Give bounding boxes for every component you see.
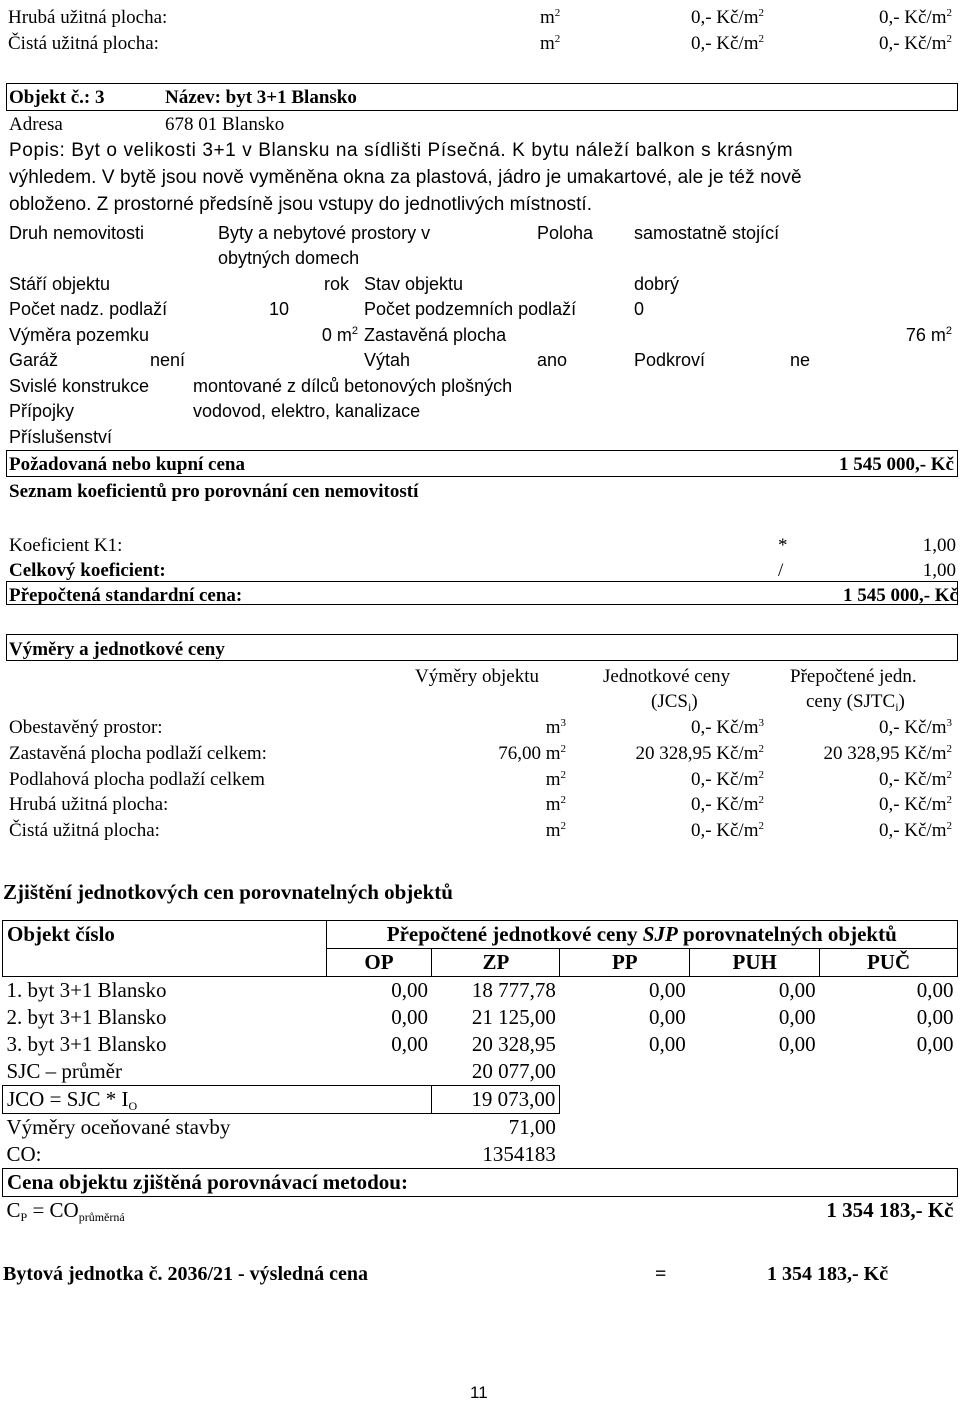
cp-row <box>3 1197 958 1225</box>
areas-col-jcs: Jednotkové ceny <box>603 666 731 687</box>
areas-col-vymery: Výměry objektu <box>415 666 540 687</box>
podkrovi-label: Podkroví <box>634 350 706 370</box>
areas-col-jcs-sub: $(JCS_i)$ <box>651 691 698 714</box>
garaz-label: Garáž <box>9 350 59 370</box>
address-label: Adresa <box>9 114 63 135</box>
zast-value: 76 $m^2$ <box>905 325 952 345</box>
price-label: Požadovaná nebo kupní cena <box>9 454 245 475</box>
vymery-value: 71,00 <box>508 1115 556 1139</box>
co-value: 1354183 <box>482 1142 556 1166</box>
table-row <box>3 1004 958 1031</box>
area-row-jcs: 0,- $Kč/m^2$ <box>690 820 764 841</box>
areas-col-sjtc-sub: ceny $(SJTC_i)$ <box>806 691 905 714</box>
cell-op: 0,00 <box>391 978 428 1002</box>
areas-title-bottom <box>6 660 958 661</box>
areas-title-top <box>6 634 958 635</box>
vytah-label: Výtah <box>364 350 411 370</box>
price-box-right <box>957 450 958 477</box>
stav-value: dobrý <box>634 274 680 294</box>
object-box-left <box>6 83 7 111</box>
description-line: výhledem. V bytě jsou nově vyměněna okna za plastová, jádro je umakartové, ale je též nově <box>9 167 802 188</box>
price-value: 1 545 000,- Kč <box>838 454 954 475</box>
k1-op: * <box>778 535 788 556</box>
prislusenstvi-label: Příslušenství <box>9 427 113 447</box>
pripojky-label: Přípojky <box>9 401 75 421</box>
std-box-top <box>6 581 958 582</box>
stav-label: Stav objektu <box>364 274 464 294</box>
area-row-jcs: 0,- $Kč/m^2$ <box>690 794 764 815</box>
row-name: 2. byt 3+1 Blansko <box>6 1005 167 1029</box>
area-row-vym: $m^3$ <box>545 717 566 738</box>
vytah-value: ano <box>537 350 568 370</box>
area-row-jcs: 20 328,95 $Kč/m^2$ <box>635 743 764 764</box>
page-number: 11 <box>470 1383 488 1402</box>
top-row-unit: $m^2$ <box>540 7 561 28</box>
nadz-value: 10 <box>269 299 290 319</box>
top-row-jcs: 0,- $Kč/m^2$ <box>690 7 764 28</box>
cell-puh: 0,00 <box>778 1005 816 1029</box>
area-row-sjtc: 0,- $Kč/m^2$ <box>878 769 952 790</box>
object-number: Objekt č.: 3 <box>9 87 105 108</box>
vymery-row <box>3 1114 958 1142</box>
cena-label: Cena objektu zjištěná porovnávací metodou: <box>3 1169 958 1197</box>
sjc-value: 20 077,00 <box>471 1059 556 1083</box>
price-box-bottom <box>6 476 958 477</box>
cell-zp: 21 125,00 <box>471 1005 556 1029</box>
col-op: OP <box>326 949 432 977</box>
k1-label: Koeficient K1: <box>9 535 123 556</box>
top-row-label: Čistá užitná plocha: <box>8 33 159 54</box>
co-label: CO: <box>6 1142 42 1166</box>
druh-value-cont: obytných domech <box>218 248 360 268</box>
svisle-label: Svislé konstrukce <box>9 376 150 396</box>
result-value: 1 354 183,- Kč <box>767 1263 889 1285</box>
area-row-label: Čistá užitná plocha: <box>9 820 160 841</box>
area-row-sjtc: 0,- $Kč/m^2$ <box>878 820 952 841</box>
area-row-jcs: 0,- $Kč/m^2$ <box>690 769 764 790</box>
object-box-top <box>6 83 958 84</box>
area-row-sjtc: 20 328,95 $Kč/m^2$ <box>823 743 952 764</box>
result-eq: = <box>655 1263 667 1285</box>
cena-row <box>3 1169 958 1197</box>
std-box-left <box>6 581 7 605</box>
price-box-top <box>6 450 958 451</box>
area-row-sjtc: 0,- $Kč/m^3$ <box>878 717 952 738</box>
col-puc: PUČ <box>820 949 958 977</box>
stari-unit: rok <box>324 274 350 294</box>
total-coef-label: Celkový koeficient: <box>9 560 166 581</box>
address-value: 678 01 Blansko <box>165 114 285 135</box>
cell-op: 0,00 <box>391 1032 428 1056</box>
podz-label: Počet podzemních podlaží <box>364 299 577 319</box>
cell-op: 0,00 <box>391 1005 428 1029</box>
col-pp: PP <box>560 949 690 977</box>
area-row-label: Podlahová plocha podlaží celkem <box>9 769 265 790</box>
object-box-bottom <box>6 110 958 111</box>
std-price-value: 1 545 000,- Kč <box>842 585 958 606</box>
cell-zp: 20 328,95 <box>471 1032 556 1056</box>
comparison-title: Zjištění jednotkových cen porovnatelných objektů <box>3 880 453 904</box>
jco-row <box>3 1086 958 1114</box>
col-puh: PUH <box>690 949 820 977</box>
poloha-label: Poloha <box>537 223 594 243</box>
area-row-vym: $m^2$ <box>545 769 566 790</box>
top-row-unit: $m^2$ <box>540 33 561 54</box>
row-name: 3. byt 3+1 Blansko <box>6 1032 167 1056</box>
coef-list-label: Seznam koeficientů pro porovnání cen nemovitostí <box>9 481 419 502</box>
obj-header-cont <box>3 949 327 977</box>
total-coef-value: 1,00 <box>922 560 956 581</box>
total-coef-op: / <box>778 560 784 581</box>
top-row-sjtc: 0,- $Kč/m^2$ <box>878 7 952 28</box>
comparison-col-row <box>3 949 958 977</box>
area-row-vym: $m^2$ <box>545 794 566 815</box>
row-name: 1. byt 3+1 Blansko <box>6 978 167 1002</box>
stari-label: Stáří objektu <box>9 274 111 294</box>
cell-pp: 0,00 <box>648 1005 686 1029</box>
price-box-left <box>6 450 7 477</box>
co-row <box>3 1141 958 1169</box>
comparison-header-row <box>3 921 958 949</box>
podkrovi-value: ne <box>790 350 811 370</box>
areas-title-left <box>6 634 7 661</box>
top-row-sjtc: 0,- $Kč/m^2$ <box>878 33 952 54</box>
object-name: Název: byt 3+1 Blansko <box>165 87 357 108</box>
pozemek-label: Výměra pozemku <box>9 325 150 345</box>
pozemek-value: 0 $m^2$ <box>321 325 358 345</box>
cell-puc: 0,00 <box>916 1032 954 1056</box>
areas-col-sjtc: Přepočtené jedn. <box>790 666 917 687</box>
result-label: Bytová jednotka č. 2036/21 - výsledná cena <box>3 1263 368 1285</box>
obj-header: Objekt číslo <box>3 921 327 949</box>
object-box-right <box>957 83 958 111</box>
jco-value: 19 073,00 <box>432 1086 560 1114</box>
druh-label: Druh nemovitosti <box>9 223 145 243</box>
top-row-label: Hrubá užitná plocha: <box>8 7 168 28</box>
cp-value: 1 354 183,- Kč <box>826 1198 954 1222</box>
table-row <box>3 977 958 1005</box>
areas-title-right <box>957 634 958 661</box>
description-line: Popis: Byt o velikosti 3+1 v Blansku na sídlišti Písečná. K bytu náleží balkon s krásným <box>9 140 794 161</box>
area-row-label: Obestavěný prostor: <box>9 717 163 738</box>
area-row-vym: 76,00 $m^2$ <box>498 743 566 764</box>
cp-label: $C_P = CO_{průměrná}$ <box>6 1198 125 1224</box>
pripojky-value: vodovod, elektro, kanalizace <box>193 401 421 421</box>
svisle-value: montované z dílců betonových plošných <box>193 376 513 396</box>
description-line: obloženo. Z prostorné předsíně jsou vstupy do jednotlivých místností. <box>9 194 592 215</box>
col-zp: ZP <box>432 949 560 977</box>
druh-value: Byty a nebytové prostory v <box>218 223 431 243</box>
sjc-row <box>3 1058 958 1086</box>
cell-pp: 0,00 <box>648 1032 686 1056</box>
std-price-label: Přepočtená standardní cena: <box>9 585 243 606</box>
areas-title: Výměry a jednotkové ceny <box>9 639 225 660</box>
area-row-vym: $m^2$ <box>545 820 566 841</box>
area-row-label: Zastavěná plocha podlaží celkem: <box>9 743 267 764</box>
comparison-table <box>2 920 958 1224</box>
cell-puh: 0,00 <box>778 1032 816 1056</box>
podz-value: 0 <box>634 299 645 319</box>
cell-zp: 18 777,78 <box>471 978 556 1002</box>
vymery-label: Výměry oceňované stavby <box>6 1115 231 1139</box>
area-row-label: Hrubá užitná plocha: <box>9 794 169 815</box>
poloha-value: samostatně stojící <box>634 223 780 243</box>
k1-value: 1,00 <box>922 535 956 556</box>
garaz-value: není <box>150 350 186 370</box>
area-row-sjtc: 0,- $Kč/m^2$ <box>878 794 952 815</box>
top-row-jcs: 0,- $Kč/m^2$ <box>690 33 764 54</box>
area-row-jcs: 0,- $Kč/m^3$ <box>690 717 764 738</box>
cell-puh: 0,00 <box>778 978 816 1002</box>
cell-puc: 0,00 <box>916 978 954 1002</box>
zast-label: Zastavěná plocha <box>364 325 507 345</box>
jco-label: JCO = SJC * $I_O$ <box>3 1086 327 1114</box>
price-header: Přepočtené jednotkové ceny SJP porovnatelných objektů <box>326 921 957 949</box>
sjc-label: SJC – průměr <box>6 1059 122 1083</box>
cell-pp: 0,00 <box>648 978 686 1002</box>
table-row <box>3 1031 958 1058</box>
nadz-label: Počet nadz. podlaží <box>9 299 168 319</box>
cell-puc: 0,00 <box>916 1005 954 1029</box>
